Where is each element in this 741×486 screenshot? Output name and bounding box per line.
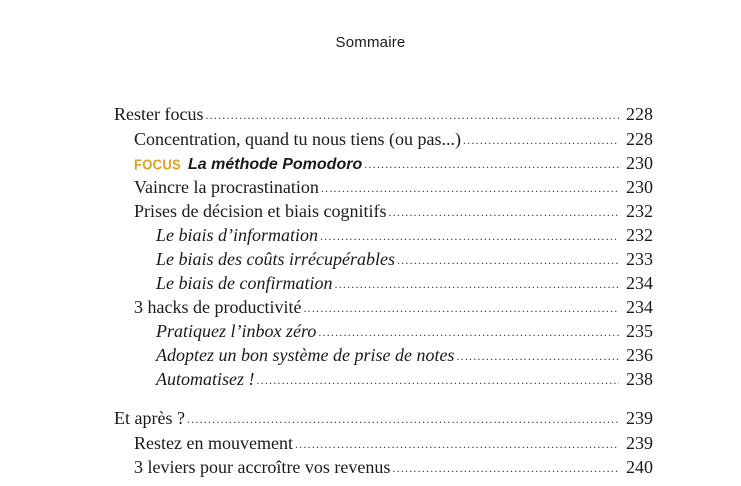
toc-entry-title: Le biais de confirmation <box>156 273 333 293</box>
toc-entry-title: Adoptez un bon système de prise de notes <box>156 345 455 365</box>
toc-entry-page: 234 <box>626 297 653 317</box>
toc-entry-page: 234 <box>626 273 653 293</box>
dot-leader <box>257 368 620 392</box>
toc-entry-title: Automatisez ! <box>156 369 255 389</box>
dot-leader <box>320 224 619 248</box>
toc-entry-title: Pratiquez l’inbox zéro <box>156 321 317 341</box>
toc-entry-page: 228 <box>626 104 653 124</box>
toc-entry-title: 3 hacks de productivité <box>134 297 302 317</box>
toc-entry-page: 239 <box>626 433 653 453</box>
toc-entry-automatisez <box>156 367 653 391</box>
toc-entry-page: 232 <box>626 225 653 245</box>
dot-leader <box>397 248 619 272</box>
toc-entry-page: 235 <box>626 321 653 341</box>
toc-entry-leviers-revenus <box>134 455 653 479</box>
toc-entry-biais-information <box>156 223 653 247</box>
toc-entry-title: Prises de décision et biais cognitifs <box>134 201 387 221</box>
toc-entry-page: 239 <box>626 408 653 428</box>
toc-entry-title: Concentration, quand tu nous tiens (ou pas...) <box>134 129 461 149</box>
toc-entry-title-group <box>134 151 362 177</box>
dot-leader <box>205 103 619 127</box>
dot-leader <box>335 272 620 296</box>
toc-entry-biais-couts <box>156 247 653 271</box>
dot-leader <box>364 152 619 176</box>
toc-entry-title: Le biais des coûts irrécupérables <box>156 249 395 269</box>
toc-entry-title: Vaincre la procrastination <box>134 177 319 197</box>
toc-entry-title: La méthode Pomodoro <box>188 156 363 173</box>
toc-entry-title: 3 leviers pour accroître vos revenus <box>134 457 391 477</box>
toc-entry-focus-pomodoro <box>134 151 653 175</box>
toc-entry-title: Et après ? <box>114 408 185 428</box>
dot-leader <box>392 456 619 480</box>
toc-entry-prise-de-notes <box>156 343 653 367</box>
toc-entry-title: Rester focus <box>114 104 204 124</box>
toc-entry-procrastination <box>134 175 653 199</box>
dot-leader <box>388 200 619 224</box>
dot-leader <box>295 432 619 456</box>
focus-tag-badge: FOCUS <box>134 155 181 174</box>
toc-entry-page: 228 <box>626 129 653 149</box>
toc-entry-rester-focus <box>114 102 653 126</box>
toc-entry-page: 240 <box>626 457 653 477</box>
toc-entry-page: 232 <box>626 201 653 221</box>
toc-entry-page: 230 <box>626 177 653 197</box>
toc-entry-biais-cognitifs <box>134 199 653 223</box>
toc-entry-page: 233 <box>626 249 653 269</box>
toc-entry-title: Le biais d’information <box>156 225 319 245</box>
toc-entry-concentration <box>134 127 653 151</box>
toc-entry-page: 238 <box>626 369 653 389</box>
toc-entry-biais-confirmation <box>156 271 653 295</box>
toc-entry-restez-mouvement <box>134 431 653 455</box>
dot-leader <box>318 320 619 344</box>
toc-entry-et-apres <box>114 406 653 430</box>
toc-entry-page: 230 <box>626 153 653 173</box>
toc-entry-page: 236 <box>626 345 653 365</box>
toc-entry-title: Restez en mouvement <box>134 433 293 453</box>
dot-leader <box>187 407 619 431</box>
toc-entry-inbox-zero <box>156 319 653 343</box>
dot-leader <box>463 128 619 152</box>
dot-leader <box>456 344 619 368</box>
dot-leader <box>303 296 619 320</box>
toc-entry-hacks-productivite <box>134 295 653 319</box>
page-title: Sommaire <box>335 34 406 51</box>
dot-leader <box>321 176 619 200</box>
